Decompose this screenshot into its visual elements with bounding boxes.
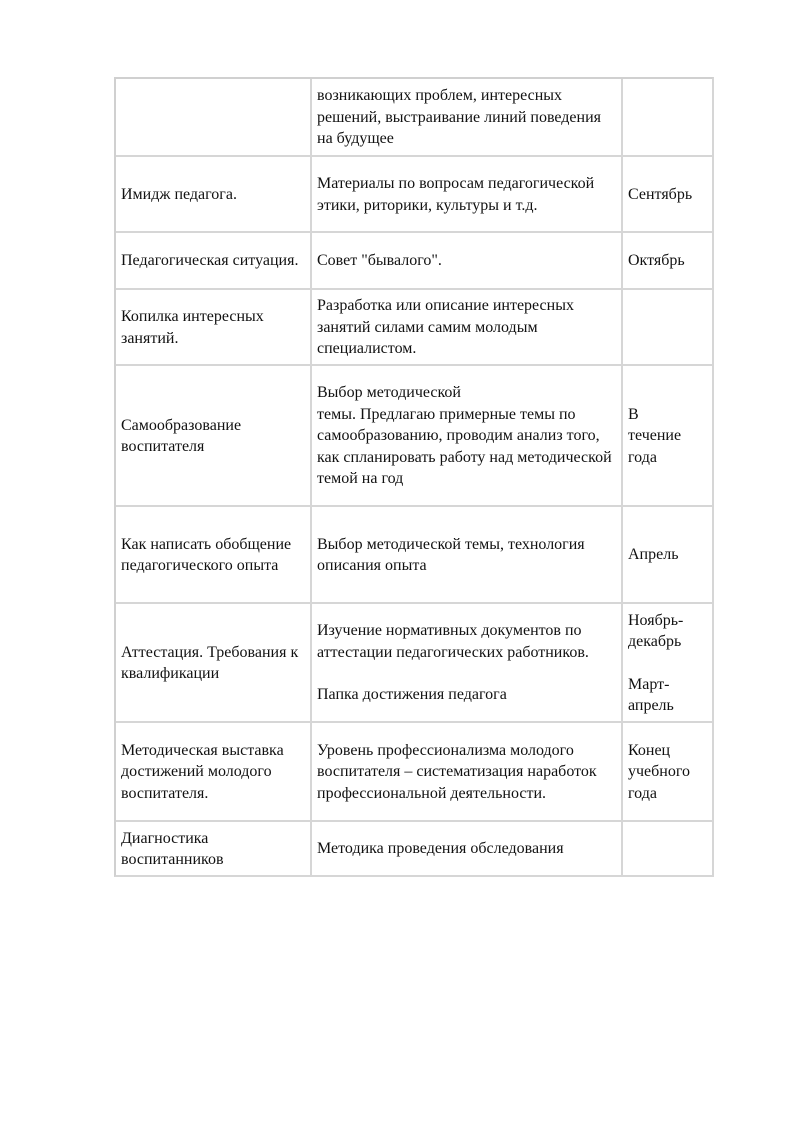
mentoring-plan-table — [114, 77, 714, 877]
term-line: года — [628, 448, 657, 466]
topic-cell: Имидж педагога. — [116, 157, 312, 233]
term-cell — [623, 290, 712, 366]
topic-cell — [116, 79, 312, 157]
table-row — [116, 822, 712, 875]
topic-cell: Копилка интересных занятий. — [116, 290, 312, 366]
term-line: течение — [628, 427, 682, 445]
table-row — [116, 604, 712, 723]
content-cell: Разработка или описание интересных занятий силами самим молодым специалистом. — [312, 290, 623, 366]
content-line: Выбор методической — [317, 384, 461, 402]
table-row — [116, 507, 712, 604]
term-cell: Сентябрь — [623, 157, 712, 233]
content-cell — [312, 604, 623, 723]
topic-cell: Самообразование воспитателя — [116, 366, 312, 507]
content-cell: возникающих проблем, интересных решений, выстраивание линий поведения на будущее — [312, 79, 623, 157]
term-cell — [623, 79, 712, 157]
term-line: года — [628, 784, 657, 802]
term-line: учебного — [628, 763, 691, 781]
content-cell: Совет "бывалого". — [312, 233, 623, 290]
term-cell — [623, 366, 712, 507]
topic-cell: Как написать обобщение педагогического опыта — [116, 507, 312, 604]
term-cell — [623, 723, 712, 822]
content-cell — [312, 366, 623, 507]
term-cell — [623, 604, 712, 723]
topic-cell: Аттестация. Требования к квалификации — [116, 604, 312, 723]
term-line: апрель — [628, 697, 674, 714]
content-cell: Выбор методической темы, технология описания опыта — [312, 507, 623, 604]
content-cell: Уровень профессионализма молодого воспитателя – систематизация наработок профессиональной деятельности. — [312, 723, 623, 822]
table-row — [116, 723, 712, 822]
term-cell: Октябрь — [623, 233, 712, 290]
table-row — [116, 79, 712, 157]
topic-cell: Диагностика воспитанников — [116, 822, 312, 875]
content-cell: Материалы по вопросам педагогической этики, риторики, культуры и т.д. — [312, 157, 623, 233]
term-line: В — [628, 405, 639, 423]
term-cell — [623, 822, 712, 875]
table-row — [116, 290, 712, 366]
term-line: Ноябрь- — [628, 611, 684, 629]
topic-cell: Методическая выставка достижений молодого воспитателя. — [116, 723, 312, 822]
term-line: Март- — [628, 675, 670, 693]
table-row — [116, 366, 712, 507]
term-line: Конец — [628, 741, 671, 759]
table-row — [116, 157, 712, 233]
term-cell: Апрель — [623, 507, 712, 604]
paragraph-gap — [317, 663, 616, 684]
table-row — [116, 233, 712, 290]
topic-cell: Педагогическая ситуация. — [116, 233, 312, 290]
content-paragraph: Папка достижения педагога — [317, 686, 507, 704]
content-line: темы. Предлагаю примерные темы по самообразованию, проводим анализ того, как спланировать работу над методической темой на год — [317, 405, 612, 488]
content-paragraph: Изучение нормативных документов по аттестации педагогических работников. — [317, 622, 589, 661]
content-cell: Методика проведения обследования — [312, 822, 623, 875]
paragraph-gap — [628, 653, 707, 674]
term-line: декабрь — [628, 633, 682, 650]
